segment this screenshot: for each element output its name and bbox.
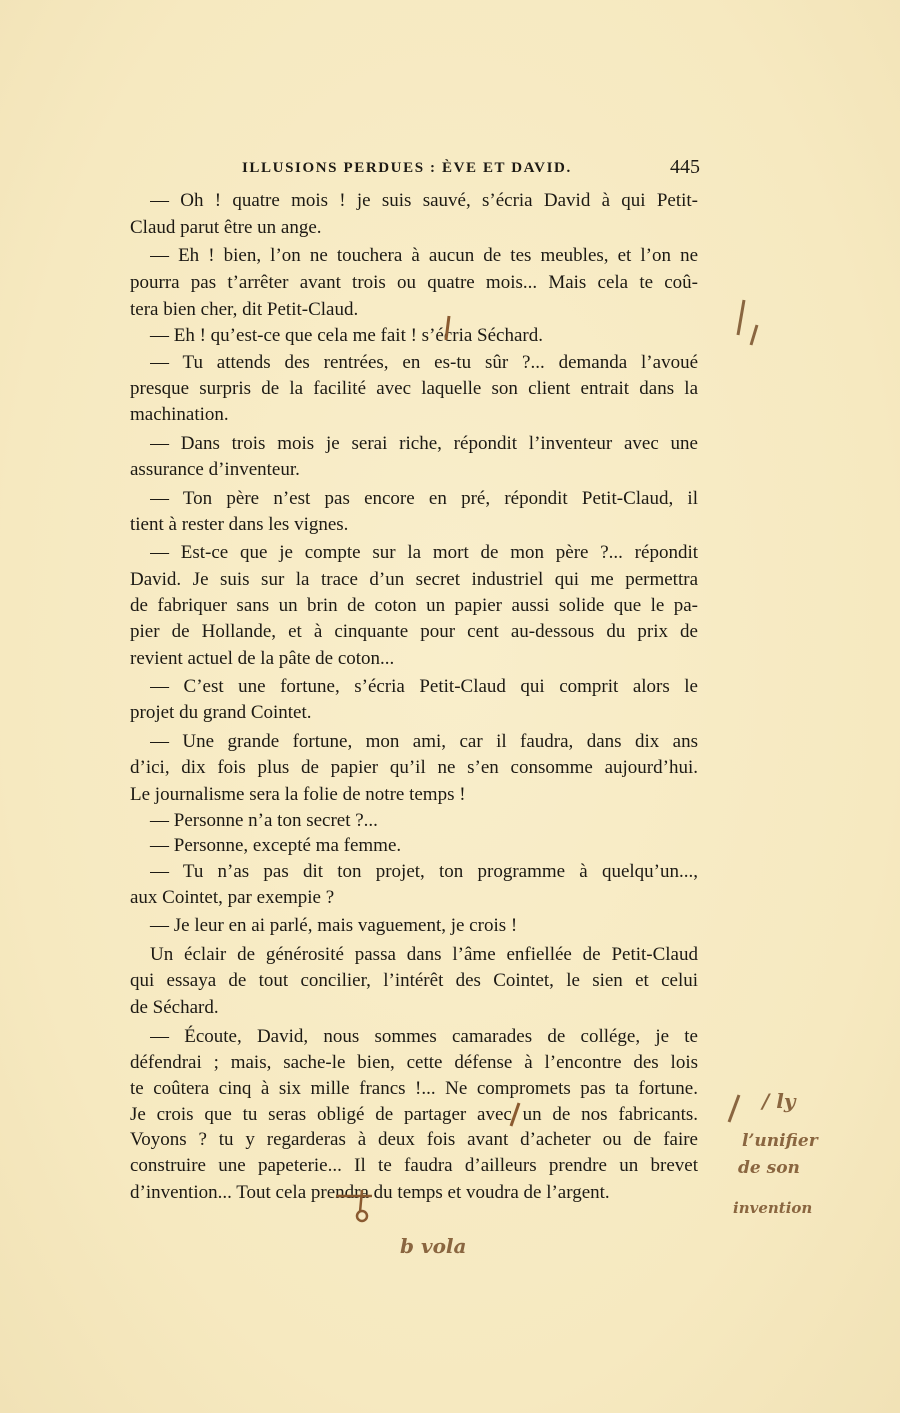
below-text-note: b vola <box>400 1234 467 1258</box>
text-line: Le journalisme sera la folie de notre temps ! <box>130 784 466 805</box>
text-line: — Une grande fortune, mon ami, car il faudra, dans dix ans <box>150 731 698 752</box>
margin-note-line: invention <box>733 1199 813 1217</box>
text-line: pier de Hollande, et à cinquante pour cent au-dessous du prix de <box>130 621 698 642</box>
text-line: aux Cointet, par exempie ? <box>130 887 335 908</box>
text-line: défendrai ; mais, sache-le bien, cette défense à l’encontre des lois <box>130 1052 698 1073</box>
text-line: David. Je suis sur la trace d’un secret industriel qui me permettra <box>130 569 698 590</box>
text-line: Un éclair de générosité passa dans l’âme enfiellée de Petit-Claud <box>150 944 698 965</box>
text-line: de Séchard. <box>130 997 219 1018</box>
text-line: Je crois que tu seras obligé de partager avec un de nos fabricants. <box>130 1104 698 1125</box>
text-line: — Dans trois mois je serai riche, répondit l’inventeur avec une <box>150 433 698 454</box>
text-line: te coûtera cinq à six mille francs !... Ne compromets pas ta fortune. <box>130 1078 698 1099</box>
text-line: pourra pas t’arrêter avant trois ou quatre mois... Mais cela te coû- <box>130 272 698 293</box>
text-line: qui essaya de tout concilier, l’intérêt des Cointet, le sien et celui <box>130 970 698 991</box>
text-line: — Eh ! bien, l’on ne touchera à aucun de tes meubles, et l’on ne <box>150 245 698 266</box>
text-line: tient à rester dans les vignes. <box>130 514 349 535</box>
text-line: — Personne n’a ton secret ?... <box>150 810 378 831</box>
margin-note-line: l’unifier <box>742 1131 818 1151</box>
text-line: — Tu n’as pas dit ton projet, ton programme à quelqu’un..., <box>150 861 698 882</box>
text-line: — Personne, excepté ma femme. <box>150 835 402 856</box>
text-line: d’invention... Tout cela prendra du temps et voudra de l’argent. <box>130 1182 610 1203</box>
text-line: d’ici, dix fois plus de papier qu’il ne s’en consomme aujourd’hui. <box>130 757 698 778</box>
text-line: Claud parut être un ange. <box>130 217 322 238</box>
text-line: de fabriquer sans un brin de coton un papier aussi solide que le pa- <box>130 595 698 616</box>
text-line: machination. <box>130 404 229 425</box>
text-line: projet du grand Cointet. <box>130 702 312 723</box>
text-line: — Eh ! qu’est-ce que cela me fait ! s’écria Séchard. <box>150 325 543 346</box>
text-line: Voyons ? tu y regarderas à deux fois avant d’acheter ou de faire <box>130 1129 698 1150</box>
page-header <box>130 158 700 182</box>
running-title: ILLUSIONS PERDUES : ÈVE ET DAVID. <box>242 160 572 176</box>
text-line: assurance d’inventeur. <box>130 459 300 480</box>
text-line: — Oh ! quatre mois ! je suis sauvé, s’écria David à qui Petit- <box>150 190 698 211</box>
text-line: revient actuel de la pâte de coton... <box>130 648 395 669</box>
text-line: tera bien cher, dit Petit-Claud. <box>130 299 359 320</box>
text-line: — Je leur en ai parlé, mais vaguement, je crois ! <box>150 915 518 936</box>
deletion-mark-loop <box>357 1211 367 1221</box>
page-number: 445 <box>670 156 700 178</box>
text-line: — Ton père n’est pas encore en pré, répondit Petit-Claud, il <box>150 488 698 509</box>
text-line: — Tu attends des rentrées, en es-tu sûr ?... demanda l’avoué <box>150 352 698 373</box>
margin-note <box>733 1089 819 1217</box>
text-line: construire une papeterie... Il te faudra d’ailleurs prendre un brevet <box>130 1155 698 1176</box>
margin-note-line: de son <box>738 1158 800 1178</box>
margin-slash-mark <box>738 300 757 345</box>
text-line: — Est-ce que je compte sur la mort de mon père ?... répondit <box>150 542 698 563</box>
text-line: — Écoute, David, nous sommes camarades de collége, je te <box>150 1026 698 1047</box>
text-line: presque surpris de la facilité avec laquelle son client entrait dans la <box>130 378 698 399</box>
text-line: — C’est une fortune, s’écria Petit-Claud qui comprit alors le <box>150 676 698 697</box>
margin-note-line: / ly <box>762 1089 796 1113</box>
